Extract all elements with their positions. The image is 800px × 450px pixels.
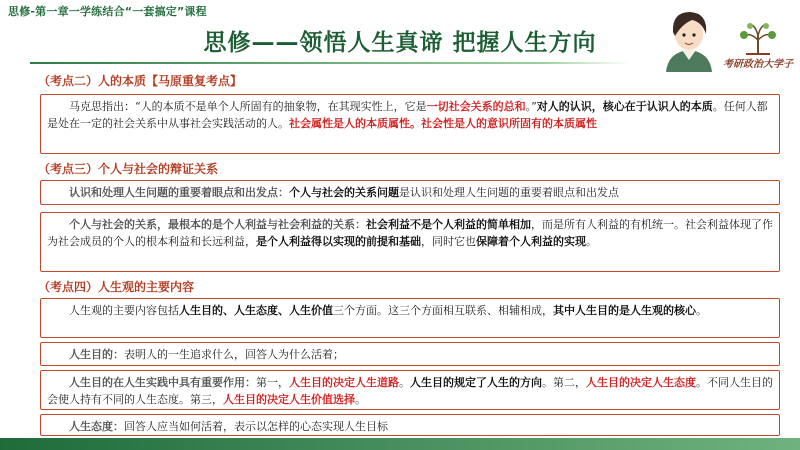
text-segment: 表明人的一生追求什么，回答人为什么活着； bbox=[124, 348, 344, 361]
highlight-bold: 保障着个人利益的实现 bbox=[476, 235, 586, 248]
section-heading-individual-society: （考点三）个人与社会的辩证关系 bbox=[38, 162, 219, 176]
section-heading-essence: （考点二）人的本质【马原重复考点】 bbox=[38, 74, 243, 88]
text-segment: 人生观的主要内容包括 bbox=[69, 304, 179, 317]
content-box-starting-point bbox=[40, 180, 780, 205]
highlight-red: 社会属性是人的本质属性。社会性是人的意识所固有的本质属性 bbox=[289, 117, 597, 130]
page-title: 思修——领悟人生真谛 把握人生方向 bbox=[203, 30, 597, 56]
text-segment: 。第二， bbox=[542, 376, 586, 389]
text-segment: ，同时它也 bbox=[421, 235, 476, 248]
title-underline bbox=[30, 62, 630, 64]
tree-logo-icon bbox=[720, 22, 796, 56]
text-segment: 。 bbox=[399, 376, 410, 389]
text-segment: 三个方面。这三个方面相互联系、相辅相成， bbox=[333, 304, 553, 317]
text-segment: 是认识和处理人生问题的重要着眼点和出发点 bbox=[399, 186, 619, 199]
text-segment: ，而是所有人利益的有机统一。社会利益体现了作为社会成员的个人的根本利益和长远利益， bbox=[47, 218, 773, 248]
box-lead-label: 认识和处理人生问题的重要着眼点和出发点： bbox=[69, 186, 289, 199]
text-segment: 。” bbox=[525, 100, 537, 113]
logo-text: 考研政治大学子 bbox=[723, 59, 793, 70]
content-box-outlook-content bbox=[40, 298, 780, 338]
highlight-bold: 其中人生目的是人生观的核心 bbox=[553, 304, 696, 317]
content-box-human-essence bbox=[40, 94, 780, 154]
content-box-life-attitude bbox=[40, 414, 780, 436]
highlight-red: 一切社会关系的总和 bbox=[426, 100, 526, 113]
box-lead-label: 人生目的： bbox=[69, 348, 124, 361]
avatar bbox=[654, 4, 724, 72]
highlight-bold: 对人的认识，核心在于认识人的本质 bbox=[536, 100, 713, 113]
highlight-red: 人生目的决定人生道路 bbox=[289, 376, 399, 389]
highlight-bold: 人生目的、人生态度、人生价值 bbox=[179, 304, 333, 317]
breadcrumb: 思修-第一章一学练结合“一套搞定”课程 bbox=[8, 5, 207, 18]
box-lead-label: 人生目的在人生实践中具有重要作用： bbox=[69, 376, 256, 389]
text-segment: 马克思指出：“人的本质不是单个人所固有的抽象物，在其现实性上，它是 bbox=[69, 100, 427, 113]
text-segment: 回答人应当如何活着，表示以怎样的心态实现人生目标 bbox=[124, 420, 388, 433]
box-lead-label: 个人与社会的关系，最根本的是个人利益与社会利益的关系： bbox=[69, 218, 366, 231]
text-segment: 。 bbox=[586, 235, 597, 248]
highlight-bold: 社会利益不是个人利益的简单相加 bbox=[366, 218, 531, 231]
content-box-interest-relation bbox=[40, 212, 780, 272]
content-box-life-purpose bbox=[40, 342, 780, 366]
text-segment: 第一， bbox=[256, 376, 289, 389]
content-box-purpose-role bbox=[40, 370, 780, 410]
text-segment: 。 bbox=[696, 304, 707, 317]
box-lead-label: 人生态度： bbox=[69, 420, 124, 433]
highlight-bold: 人生目的规定了人生的方向 bbox=[410, 376, 542, 389]
bottom-bar bbox=[0, 438, 800, 450]
text-segment: 。不同人生目的会使人持有不同的人生态度。第三， bbox=[47, 376, 773, 406]
highlight-bold: 个人与社会的关系问题 bbox=[289, 186, 399, 199]
text-segment: 。任何人都是处在一定的社会关系中从事社会实践活动的人。 bbox=[47, 100, 768, 130]
highlight-red: 人生目的决定人生态度 bbox=[586, 376, 696, 389]
highlight-red: 人生目的决定人生价值选择 bbox=[223, 393, 355, 406]
brand-logo bbox=[720, 22, 796, 72]
highlight-bold: 是个人利益得以实现的前提和基础 bbox=[256, 235, 421, 248]
teacher-avatar-icon bbox=[654, 4, 724, 72]
text-segment: 。 bbox=[355, 393, 366, 406]
section-heading-outlook: （考点四）人生观的主要内容 bbox=[38, 280, 195, 294]
